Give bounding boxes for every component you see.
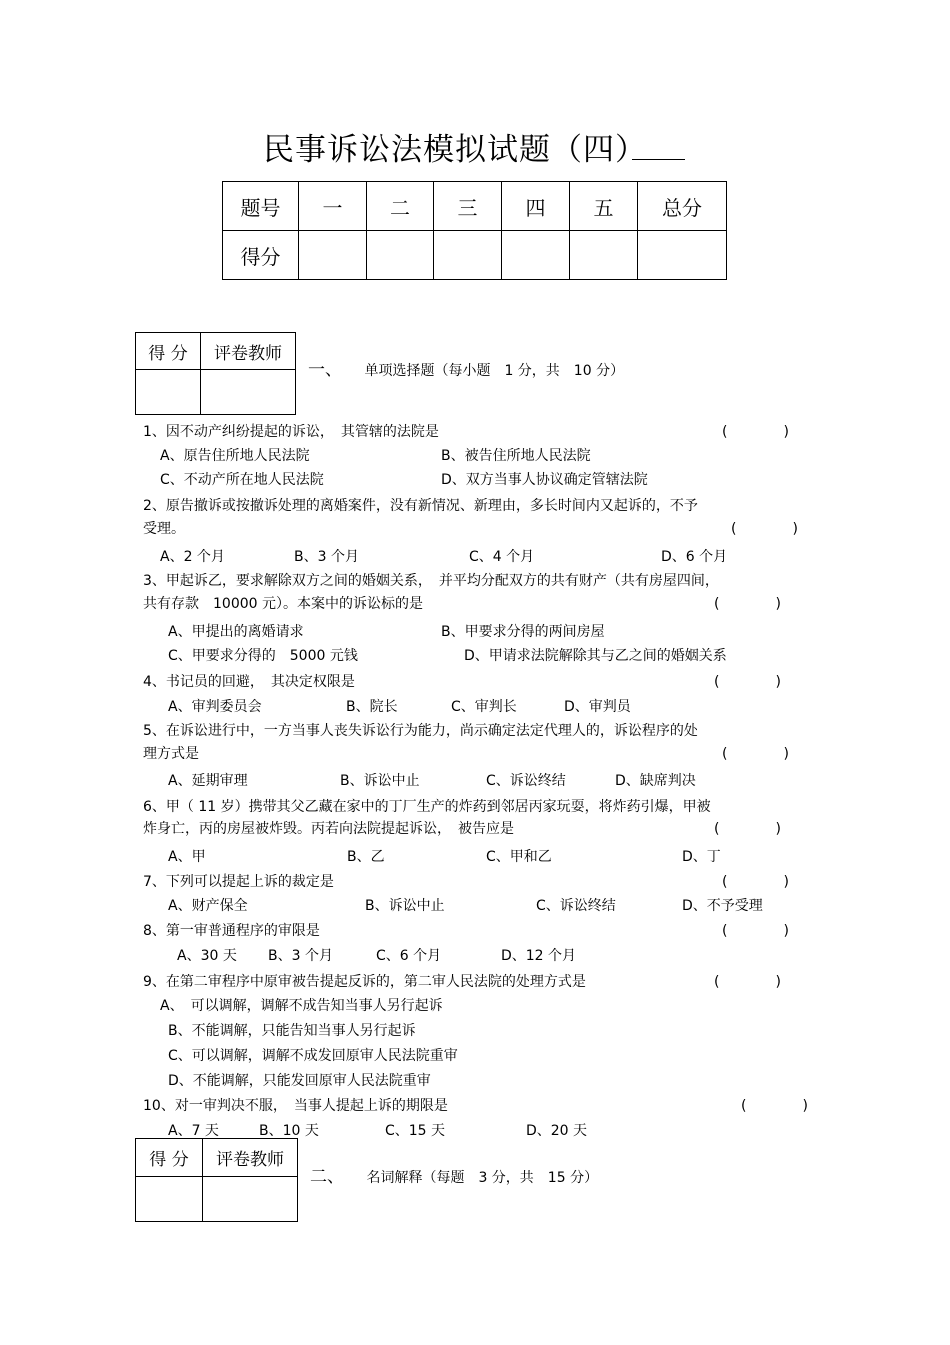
question-3-text: 3、甲起诉乙，要求解除双方之间的婚姻关系， 并平均分配双方的共有财产（共有房屋四间，	[143, 573, 719, 589]
grader-teacher-label: 评卷教师	[201, 333, 296, 370]
score-cell[interactable]	[570, 231, 638, 280]
row-label: 得分	[223, 231, 299, 280]
option: B、10 天	[259, 1123, 319, 1139]
header-cell: 二	[367, 182, 434, 231]
option: D、不能调解，只能发回原审人民法院重审	[168, 1073, 431, 1089]
section-text: 名词解释（每题 3 分，共 15 分）	[366, 1170, 599, 1186]
option: D、不予受理	[682, 898, 763, 914]
grader-teacher-cell[interactable]	[203, 1177, 298, 1222]
header-cell: 题号	[223, 182, 299, 231]
question-8-text: 8、第一审普通程序的审限是	[143, 923, 320, 939]
option: A、7 天	[168, 1123, 219, 1139]
grader-score-label: 得 分	[136, 333, 201, 370]
section-text: 单项选择题（每小题 1 分，共 10 分）	[364, 363, 625, 379]
score-cell[interactable]	[434, 231, 502, 280]
grader-score-cell[interactable]	[136, 1177, 203, 1222]
option: A、延期审理	[168, 773, 248, 789]
score-table-header-row	[223, 182, 727, 231]
option: B、诉讼中止	[365, 898, 445, 914]
option: B、院长	[346, 699, 398, 715]
grader-box-2	[135, 1138, 298, 1222]
option: B、不能调解，只能告知当事人另行起诉	[168, 1023, 416, 1039]
section-number: 一、	[308, 360, 342, 380]
option: A、 可以调解，调解不成告知当事人另行起诉	[160, 998, 443, 1014]
grader-box-1	[135, 332, 296, 415]
answer-paren[interactable]: ( )	[722, 424, 789, 440]
answer-paren[interactable]: ( )	[741, 1098, 808, 1114]
option: B、3 个月	[294, 549, 359, 565]
grader-teacher-cell[interactable]	[201, 370, 296, 415]
option: A、甲提出的离婚请求	[168, 624, 304, 640]
option: A、甲	[168, 849, 206, 865]
section-1-heading	[308, 355, 624, 380]
answer-paren[interactable]: ( )	[722, 874, 789, 890]
option: A、原告住所地人民法院	[160, 448, 310, 464]
option: C、6 个月	[376, 948, 442, 964]
question-2-text: 受理。	[143, 521, 185, 537]
option: C、审判长	[451, 699, 517, 715]
question-5-text: 5、在诉讼进行中，一方当事人丧失诉讼行为能力，尚示确定法定代理人的，诉讼程序的处	[143, 723, 698, 739]
grader-score-cell[interactable]	[136, 370, 201, 415]
section-number: 二、	[310, 1167, 344, 1187]
option: C、4 个月	[469, 549, 535, 565]
option: D、审判员	[564, 699, 631, 715]
score-cell[interactable]	[299, 231, 367, 280]
option: C、诉讼终结	[486, 773, 566, 789]
header-cell: 总分	[638, 182, 727, 231]
option: B、3 个月	[268, 948, 333, 964]
option: C、不动产所在地人民法院	[160, 472, 324, 488]
question-3-text: 共有存款 10000 元）。本案中的诉讼标的是	[143, 596, 423, 612]
option: C、可以调解，调解不成发回原审人民法院重审	[168, 1048, 458, 1064]
header-cell: 一	[299, 182, 367, 231]
option: D、20 天	[526, 1123, 588, 1139]
option: B、甲要求分得的两间房屋	[441, 624, 605, 640]
score-cell[interactable]	[502, 231, 570, 280]
option: D、丁	[682, 849, 721, 865]
score-cell[interactable]	[638, 231, 727, 280]
header-cell: 五	[570, 182, 638, 231]
option: B、乙	[347, 849, 385, 865]
score-table	[222, 181, 727, 280]
question-6-text: 炸身亡，丙的房屋被炸毁。丙若向法院提起诉讼， 被告应是	[143, 821, 514, 837]
option: D、6 个月	[661, 549, 728, 565]
option: D、双方当事人协议确定管辖法院	[441, 472, 648, 488]
page-title: 民事诉讼法模拟试题（四）	[263, 132, 647, 168]
option: C、甲和乙	[486, 849, 552, 865]
option: A、30 天	[177, 948, 237, 964]
option: D、12 个月	[501, 948, 577, 964]
question-7-text: 7、下列可以提起上诉的裁定是	[143, 874, 334, 890]
answer-paren[interactable]: ( )	[722, 923, 789, 939]
option: C、15 天	[385, 1123, 446, 1139]
option: A、2 个月	[160, 549, 225, 565]
header-cell: 四	[502, 182, 570, 231]
answer-paren[interactable]: ( )	[714, 821, 781, 837]
option: D、甲请求法院解除其与乙之间的婚姻关系	[464, 648, 727, 664]
question-10-text: 10、对一审判决不服， 当事人提起上诉的期限是	[143, 1098, 448, 1114]
section-2-heading	[310, 1162, 598, 1187]
score-cell[interactable]	[367, 231, 434, 280]
question-4-text: 4、书记员的回避， 其决定权限是	[143, 674, 355, 690]
score-table-score-row	[223, 231, 727, 280]
question-1-text: 1、因不动产纠纷提起的诉讼， 其管辖的法院是	[143, 424, 439, 440]
question-6-text: 6、甲（ 11 岁）携带其父乙藏在家中的丁厂生产的炸药到邻居丙家玩耍，将炸药引爆，甲被	[143, 799, 711, 815]
answer-paren[interactable]: ( )	[714, 974, 781, 990]
question-9-text: 9、在第二审程序中原审被告提起反诉的，第二审人民法院的处理方式是	[143, 974, 586, 990]
grader-teacher-label: 评卷教师	[203, 1139, 298, 1177]
option: B、诉讼中止	[340, 773, 420, 789]
option: B、被告住所地人民法院	[441, 448, 591, 464]
option: A、财产保全	[168, 898, 248, 914]
question-5-text: 理方式是	[143, 746, 199, 762]
answer-paren[interactable]: ( )	[714, 596, 781, 612]
answer-paren[interactable]: ( )	[731, 521, 798, 537]
option: C、甲要求分得的 5000 元钱	[168, 648, 358, 664]
title-underline	[632, 159, 685, 160]
answer-paren[interactable]: ( )	[722, 746, 789, 762]
grader-score-label: 得 分	[136, 1139, 203, 1177]
option: A、审判委员会	[168, 699, 262, 715]
option: D、缺席判决	[615, 773, 696, 789]
header-cell: 三	[434, 182, 502, 231]
question-2-text: 2、原告撤诉或按撤诉处理的离婚案件，没有新情况、新理由，多长时间内又起诉的，不予	[143, 498, 698, 514]
answer-paren[interactable]: ( )	[714, 674, 781, 690]
option: C、诉讼终结	[536, 898, 616, 914]
